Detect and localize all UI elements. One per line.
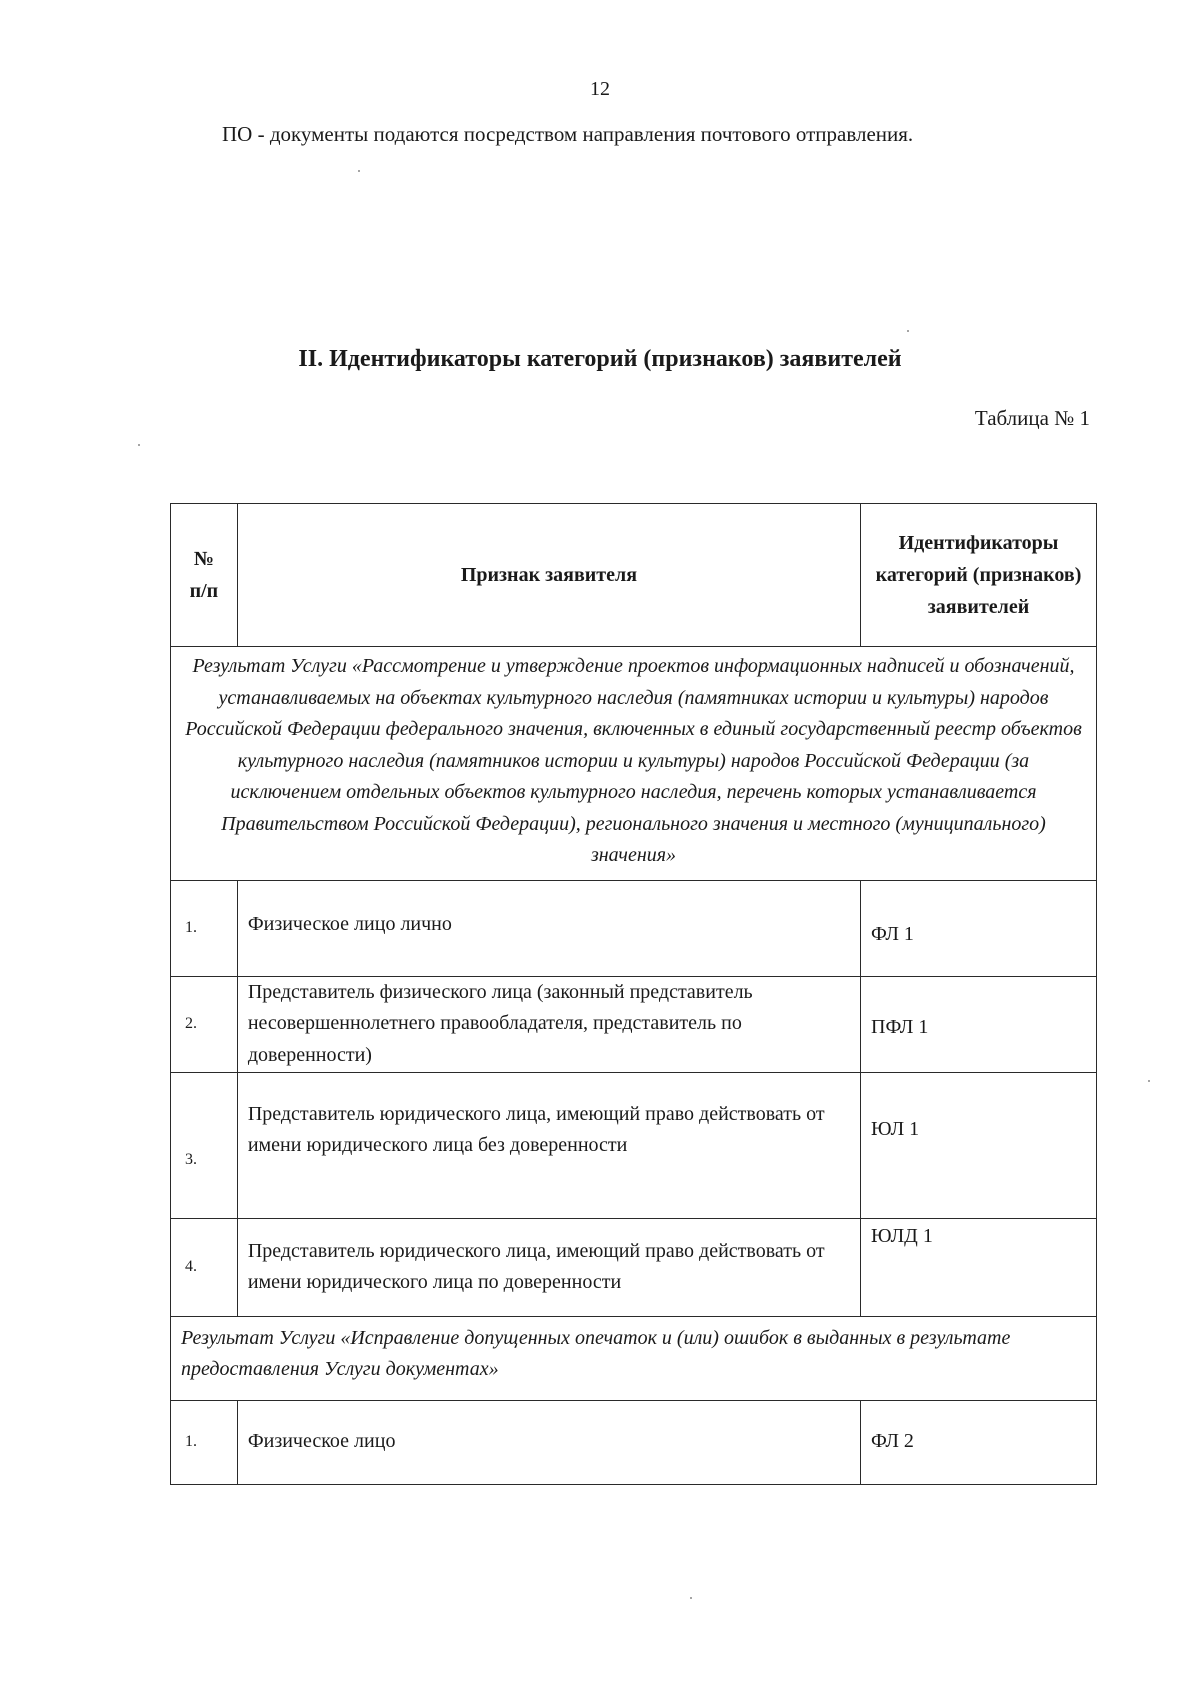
categories-table-container bbox=[170, 503, 1097, 1485]
row-num: 4. bbox=[171, 1218, 238, 1316]
row-num: 1. bbox=[171, 880, 238, 976]
row-id: ЮЛ 1 bbox=[861, 1072, 1097, 1218]
table-row bbox=[171, 1400, 1097, 1484]
row-sign: Физическое лицо лично bbox=[237, 880, 860, 976]
intro-text: ПО - документы подаются посредством направления почтового отправления. bbox=[222, 122, 914, 146]
section-title: II. Идентификаторы категорий (признаков) заявителей bbox=[298, 346, 902, 372]
group-title-row bbox=[171, 1316, 1097, 1400]
table-row bbox=[171, 1218, 1097, 1316]
scan-speck bbox=[138, 444, 140, 446]
row-id: ПФЛ 1 bbox=[861, 976, 1097, 1072]
row-sign: Физическое лицо bbox=[237, 1400, 860, 1484]
page-number: 12 bbox=[590, 78, 610, 100]
group-title-row bbox=[171, 647, 1097, 881]
row-sign: Представитель юридического лица, имеющий право действовать от имени юридического лица без доверенности bbox=[237, 1072, 860, 1218]
group-title: Результат Услуги «Рассмотрение и утверждение проектов информационных надписей и обозначений, устанавливаемых на объектах культурного наследия (памятниках истории и культуры) народов Российской Федерации федерального значения, включенных в единый государственный реестр объектов культурного наследия (памятников истории и культуры) народов Российской Федерации (за исключением отдельных объектов культурного наследия, перечень которых устанавливается Правительством Российской Федерации), регионального значения и местного (муниципального) значения» bbox=[171, 647, 1097, 881]
table-row bbox=[171, 880, 1097, 976]
scan-speck bbox=[907, 330, 909, 332]
row-id: ФЛ 1 bbox=[861, 880, 1097, 976]
row-id: ФЛ 2 bbox=[861, 1400, 1097, 1484]
scan-speck bbox=[358, 170, 360, 172]
row-num: 1. bbox=[171, 1400, 238, 1484]
header-sign: Признак заявителя bbox=[237, 504, 860, 647]
row-id: ЮЛД 1 bbox=[861, 1218, 1097, 1316]
row-sign: Представитель юридического лица, имеющий право действовать от имени юридического лица по доверенности bbox=[237, 1218, 860, 1316]
row-sign: Представитель физического лица (законный представитель несовершеннолетнего правообладателя, представитель по доверенности) bbox=[237, 976, 860, 1072]
scan-speck bbox=[1148, 1080, 1150, 1082]
table-row bbox=[171, 976, 1097, 1072]
categories-table bbox=[170, 503, 1097, 1485]
table-header-row bbox=[171, 504, 1097, 647]
scan-speck bbox=[690, 1597, 692, 1599]
header-id: Идентификаторы категорий (признаков) заявителей bbox=[861, 504, 1097, 647]
table-caption: Таблица № 1 bbox=[974, 406, 1090, 430]
table-row bbox=[171, 1072, 1097, 1218]
row-num: 3. bbox=[171, 1072, 238, 1218]
group-title: Результат Услуги «Исправление допущенных опечаток и (или) ошибок в выданных в результате предоставления Услуги документах» bbox=[171, 1316, 1097, 1400]
row-num: 2. bbox=[171, 976, 238, 1072]
header-num: № п/п bbox=[171, 504, 238, 647]
